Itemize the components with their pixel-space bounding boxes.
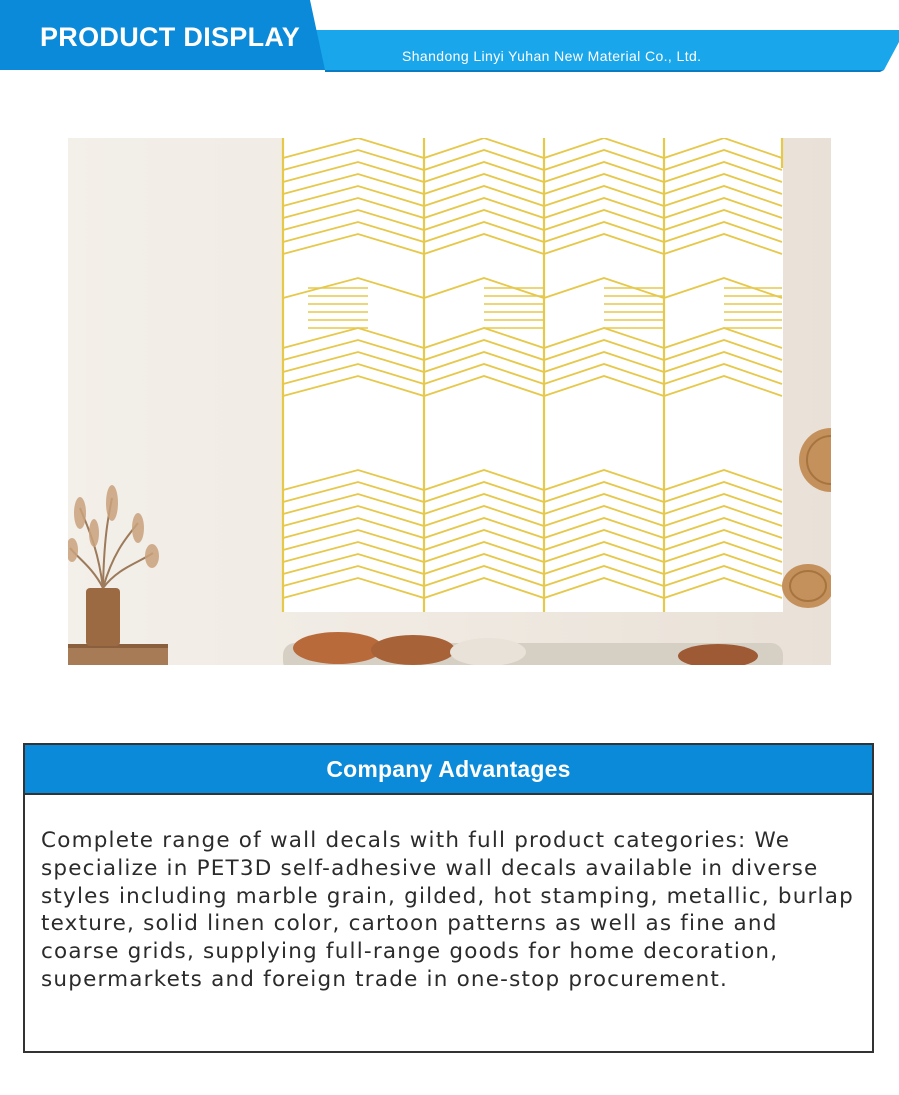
company-advantages-panel <box>23 743 874 1053</box>
product-photo <box>68 138 831 665</box>
advantages-header <box>25 745 872 795</box>
page-title: PRODUCT DISPLAY <box>40 22 301 52</box>
wall-decal-room-scene-image <box>68 138 831 665</box>
company-name: Shandong Linyi Yuhan New Material Co., Ltd. <box>402 48 702 64</box>
advantages-text: Complete range of wall decals with full product categories: We specialize in PET3D self-adhesive wall decals available in diverse styles including marble grain, gilded, hot stamping, metallic, burlap texture, solid linen color, cartoon patterns as well as fine and coarse grids, supplying full-range goods for home decoration, supermarkets and foreign trade in one-stop procurement. <box>41 828 854 992</box>
advantages-title: Company Advantages <box>326 755 571 782</box>
header-banner <box>0 0 899 100</box>
